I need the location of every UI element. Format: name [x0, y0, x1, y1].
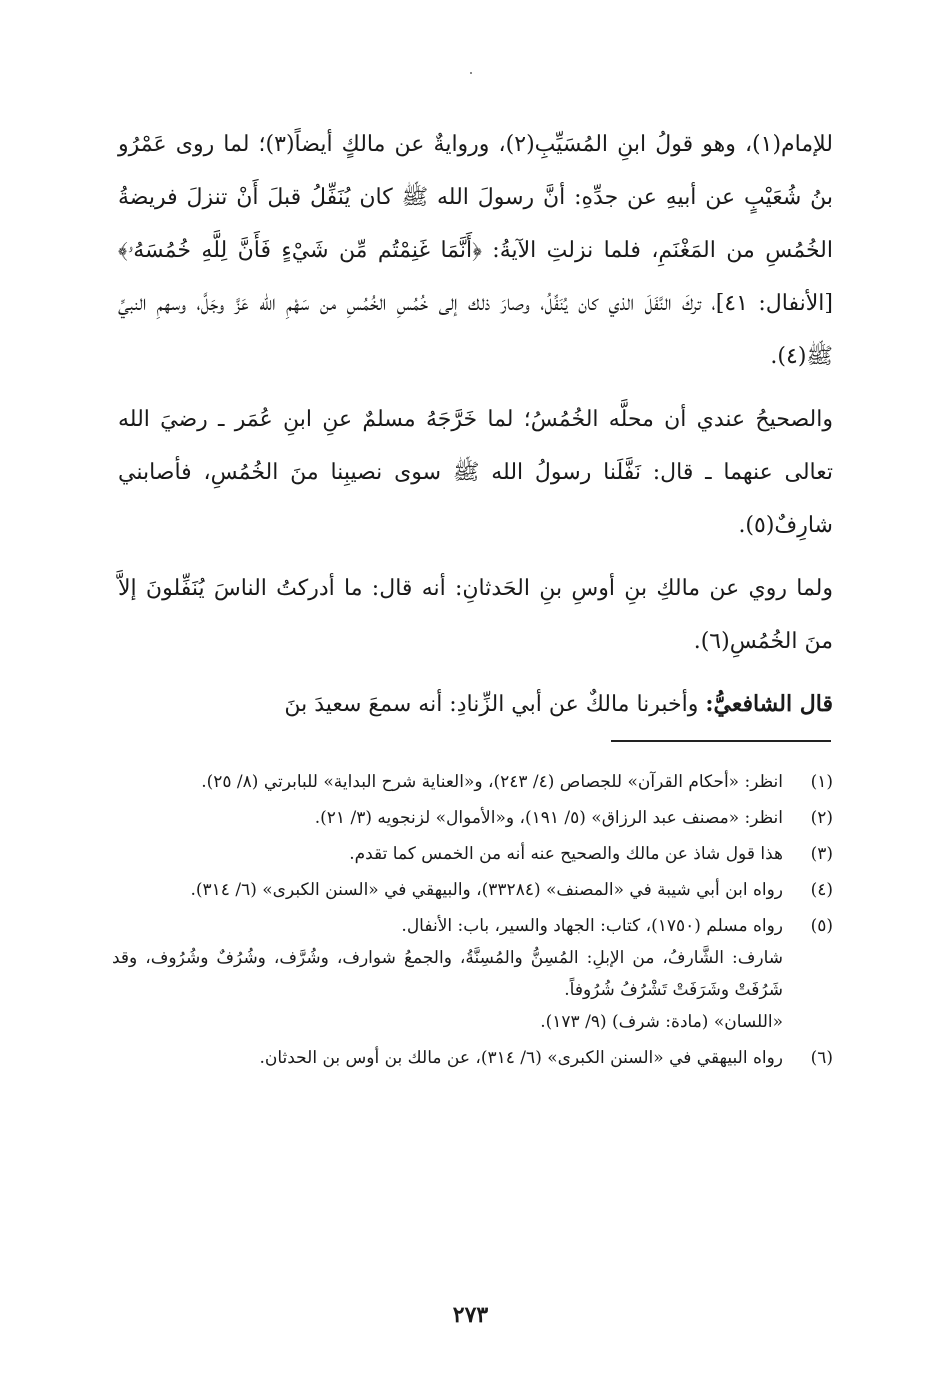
footnote-text — [112, 1042, 783, 1074]
paragraph-3: ولما روي عن مالكِ بنِ أوسِ بنِ الحَدثانِ: أنه قال: ما أدركتُ الناسَ يُنَفِّلونَ إلاَّ منَ الخُمُسِ(٦). — [118, 576, 833, 654]
footnote-line: رواه ابن أبي شيبة في «المصنف» (٣٣٢٨٤)، والبيهقي في «السنن الكبرى» (٦/ ٣١٤). — [190, 880, 783, 900]
print-speck — [470, 72, 472, 74]
footnote-text — [112, 802, 783, 834]
footnote-text — [112, 838, 783, 870]
footnote-4 — [112, 874, 833, 906]
paragraph-2: والصحيحُ عندي أن محلَّه الخُمُسُ؛ لما خَرَّجَهُ مسلمٌ عنِ ابنِ عُمَر ـ رضيَ الله تعالى عنهما ـ قال: نَفَّلَنا رسولُ الله ﷺ سوى نصيبِنا منَ الخُمُسِ، فأصابني شارِفٌ(٥). — [118, 407, 833, 538]
page-number: ٢٧٣ — [452, 1302, 489, 1328]
footnote-line: انظر: «أحكام القرآن» للجصاص (٤/ ٢٤٣)، و«العناية شرح البداية» للبابرتي (٨/ ٢٥). — [201, 772, 783, 792]
main-text — [118, 118, 833, 731]
footnote-2 — [112, 802, 833, 834]
footnotes — [112, 766, 833, 1078]
paragraph-4-rest: وأخبرنا مالكٌ عن أبي الزِّنادِ: أنه سمعَ سعيدَ بنَ — [284, 692, 699, 717]
footnote-separator — [611, 740, 831, 742]
footnote-text — [112, 874, 783, 906]
footnote-line: هذا قول شاذ عن مالك والصحيح عنه أنه من الخمس كما تقدم. — [349, 844, 783, 864]
paragraph-4-lead: قال الشافعيُّ: — [705, 691, 833, 717]
footnote-number: (٤) — [810, 880, 833, 900]
footnote-text — [112, 910, 783, 1038]
footnote-line: رواه البيهقي في «السنن الكبرى» (٦/ ٣١٤)، عن مالك بن أوس بن الحدثان. — [259, 1048, 783, 1068]
footnote-number: (٣) — [810, 844, 833, 864]
footnote-number: (٢) — [810, 808, 833, 828]
footnote-line-definition: شارف: الشَّارفُ، من الإبلِ: المُسِنُّ والمُسِنَّةُ، والجمعُ شوارف، وشُرَّف، وشُرُفٌ وشُرُوف، وقد شَرُفَتْ وشَرَفَتْ تَشْرُفُ شُرُوفاً. — [112, 948, 783, 1000]
footnote-1 — [112, 766, 833, 798]
footnote-3 — [112, 838, 833, 870]
footnote-5 — [112, 910, 833, 1038]
paragraph-1: للإمام(١)، وهو قولُ ابنِ المُسَيِّبِ(٢)، وروايةٌ عن مالكٍ أيضاً(٣)؛ لما روى عَمْرُو بنُ شُعَيْبٍ عن أبيهِ عن جدِّهِ: أنَّ رسولَ الله ﷺ كان يُنَفِّلُ قبلَ أَنْ تنزلَ فريضةُ الخُمُسِ من المَغْنَمِ، فلما نزلتِ الآيةُ: ﴿أَنَّمَا غَنِمْتُم مِّن شَيْءٍ فَأَنَّ لِلَّهِ خُمُسَهُۥ﴾ [الأنفال: ٤١]، تركَ النَّفَلَ الذي كان يُنَفِّلُ، وصارَ ذلك إلى خُمُسِ الخُمُسِ من سَهْمِ الله عَزَّ وجَلَّ، وسهمِ النبيِّ ﷺ(٤). — [118, 132, 833, 369]
footnote-line: رواه مسلم (١٧٥٠)، كتاب: الجهاد والسير، باب: الأنفال. — [401, 916, 783, 936]
footnote-text — [112, 766, 783, 798]
footnote-number: (١) — [810, 772, 833, 792]
footnote-6 — [112, 1042, 833, 1074]
footnote-line: انظر: «مصنف عبد الرزاق» (٥/ ١٩١)، و«الأموال» لزنجويه (٣/ ٢١). — [314, 808, 783, 828]
footnote-number: (٦) — [810, 1048, 833, 1068]
footnote-number: (٥) — [810, 916, 833, 936]
paragraph-4 — [118, 678, 833, 731]
footnote-line: «اللسان» (مادة: شرف) (٩/ ١٧٣). — [540, 1012, 783, 1032]
